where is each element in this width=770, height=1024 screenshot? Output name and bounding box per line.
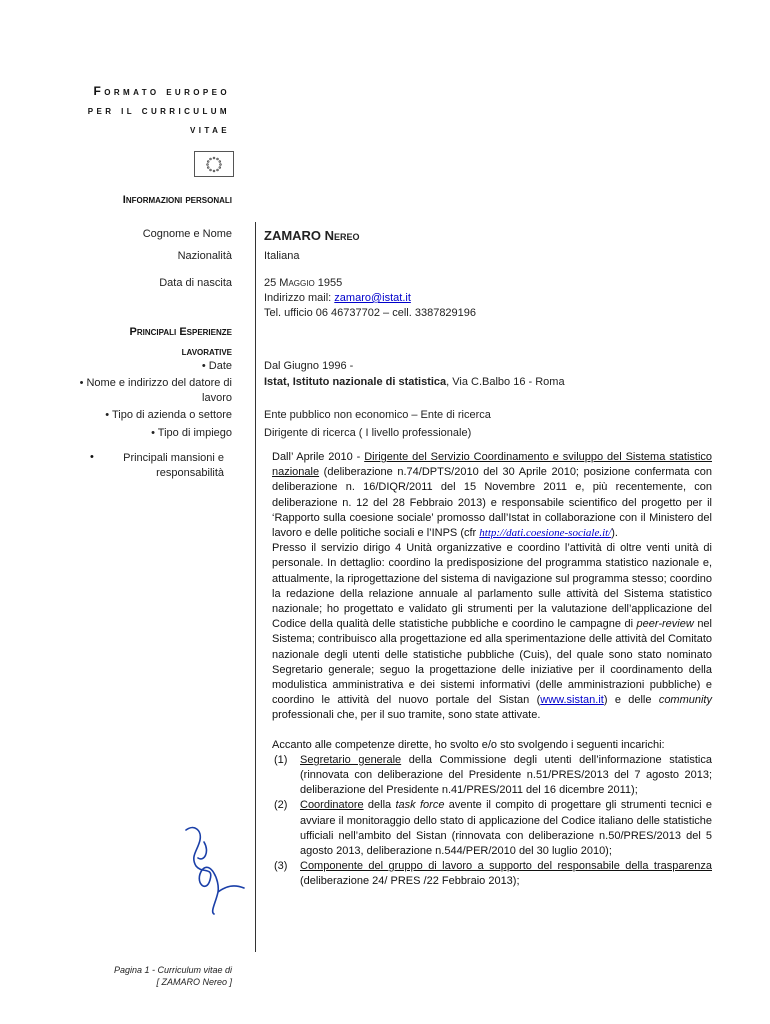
- section-experience-line-2: lavorative: [181, 346, 232, 358]
- value-company-type: Ente pubblico non economico – Ente di ricerca: [264, 409, 491, 421]
- p2-part-a: Presso il servizio dirigo 4 Unità organizzative e coordino l’attività di oltre venti unità di personale. In dettaglio: coordino la predisposizione del programma statistico nazionale e, attualmente, la riprogettazione del sistema di navigazione sul programma stesso; coordino la redazione della relazione annuale al parlamento sulle attività del Sistema statistico nazionale; ho progettato e validato gli strumenti per la valutazione dell’applicazione del Codice della qualità delle statistiche pubbliche e coordino le campagne di: [272, 542, 712, 631]
- item-text: della Commissione degli utenti dell’informazione statistica (rinnovata con deliberazione del Presidente n.51/PRES/2013 del 7 agosto 2013; deliberazione del Presidente n.41/PRES/2011 del 16 dicembre 2011);: [300, 753, 712, 797]
- item-title: Componente del gruppo di lavoro a supporto del responsabile della trasparenza: [300, 860, 712, 873]
- section-experience: [40, 322, 232, 362]
- value-date: Dal Giugno 1996 -: [264, 360, 354, 372]
- p1-part-a: Dall’ Aprile 2010 -: [272, 451, 365, 463]
- p2-part-b: nel Sistema; contribuisco alla progettazione ed alla sperimentazione delle attività del Comitato nazionale degli utenti delle statistiche pubbliche (Cuis), del quale sono stato nominato Segretario generale; seguo la progettazione delle iniziative per il coordinamento della modulistica amministrativa e dei sistemi informativi (delle amministrazioni pubbliche) e coordino le attività del nuovo portale del Sistan (: [272, 618, 712, 707]
- email-link[interactable]: zamaro@istat.it: [334, 292, 411, 304]
- footer-line-2: [ ZAMARO Nereo ]: [156, 977, 232, 987]
- employer-name: Istat, Istituto nazionale di statistica: [264, 376, 447, 388]
- label-nationality: Nazionalità: [177, 250, 232, 262]
- section-personal-info: Informazioni personali: [122, 194, 232, 206]
- duties-text: [272, 450, 712, 890]
- label-duties-line-1: Principali mansioni e: [123, 452, 224, 464]
- value-birthdate: 25 Maggio 1955: [264, 277, 343, 289]
- item-number: (2): [274, 799, 288, 812]
- item-text: della: [363, 799, 396, 812]
- page-footer: [60, 964, 232, 988]
- sistan-link[interactable]: www.sistan.it: [540, 694, 604, 707]
- assignment-item: [272, 859, 712, 889]
- p1-role-title: Dirigente del Servizio Coordinamento e sviluppo del Sistema statistico nazionale: [272, 451, 712, 479]
- signature-image: [174, 822, 274, 917]
- cv-format-title: [60, 82, 230, 139]
- item-text: (deliberazione 24/ PRES /22 Febbraio 2013);: [300, 875, 520, 888]
- label-name: Cognome e Nome: [142, 228, 232, 240]
- p2-italic-1: peer-review: [636, 618, 694, 631]
- title-line-1: Formato europeo: [93, 84, 230, 98]
- label-duties-bullet: •: [90, 451, 94, 463]
- label-company-type: • Tipo di azienda o settore: [105, 409, 232, 421]
- p2-italic-2: community: [658, 694, 712, 707]
- value-nationality: Italiana: [264, 250, 300, 262]
- assignment-item: [272, 753, 712, 799]
- email-line: [264, 292, 411, 304]
- value-job-type: Dirigente di ricerca ( I livello professionale): [264, 427, 472, 439]
- label-employer: [40, 376, 232, 406]
- p1-part-b: (deliberazione n.74/DPTS/2010 del 30 Aprile 2010; posizione confermata con deliberazione n. 16/DIQR/2011 del 15 Novembre 2011 e, più recentemente, con deliberazione n. 12 del 28 Febbraio 2013) e responsabile scientifico del progetto per il ‘Rapporto sulla coesione sociale’ promosso dall’Istat in collaborazione con il Ministero del lavoro e delle politiche sociali e l’INPS (cfr: [272, 466, 712, 540]
- item-number: (1): [274, 753, 288, 766]
- item-italic: task force: [395, 799, 445, 812]
- title-line-3: vitae: [190, 122, 230, 136]
- eu-flag-icon: [194, 151, 234, 177]
- paragraph-activities: [272, 541, 712, 723]
- paragraph-role: [272, 450, 712, 541]
- item-title: Coordinatore: [300, 799, 364, 812]
- p2-part-c: ) e delle: [603, 694, 659, 707]
- item-text-rest: avente il compito di progettare gli strumenti tecnici e avviare il monitoraggio dello stato di applicazione del Codice italiano delle statistiche ufficiali nell’ambito del Sistan (rinnovata con deliberazione n.50/PRES/2013 del 5 agosto 2013, deliberazione n.544/PER/2010 del 30 luglio 2010);: [300, 799, 712, 858]
- assignment-item: [272, 798, 712, 859]
- item-number: (3): [274, 860, 288, 873]
- item-title: Segretario generale: [300, 753, 402, 766]
- footer-line-1: Pagina 1 - Curriculum vitae di: [113, 965, 232, 975]
- p2-part-d: professionali che, per il suo tramite, sono state attivate.: [272, 709, 541, 722]
- value-name: ZAMARO Nereo: [264, 228, 360, 243]
- employer-address: , Via C.Balbo 16 - Roma: [446, 376, 565, 388]
- label-employer-line-2: lavoro: [202, 392, 232, 404]
- value-employer: [264, 376, 565, 388]
- p1-part-c: ).: [611, 527, 618, 540]
- email-prefix: Indirizzo mail:: [264, 292, 335, 304]
- phone-line: Tel. ufficio 06 46737702 – cell. 3387829196: [264, 307, 477, 319]
- paragraph-assignments-intro: Accanto alle competenze dirette, ho svolto e/o sto svolgendo i seguenti incarichi:: [272, 738, 665, 751]
- label-birthdate: Data di nascita: [159, 277, 232, 289]
- section-experience-line-1: Principali Esperienze: [129, 326, 232, 338]
- title-line-2: per il curriculum: [87, 103, 230, 117]
- label-date: • Date: [201, 360, 232, 372]
- label-duties: [100, 451, 224, 481]
- label-duties-line-2: responsabilità: [156, 467, 224, 479]
- coesione-link[interactable]: http://dati.coesione-sociale.it/: [479, 527, 612, 540]
- label-employer-line-1: • Nome e indirizzo del datore di: [79, 377, 232, 389]
- label-job-type: • Tipo di impiego: [151, 427, 232, 439]
